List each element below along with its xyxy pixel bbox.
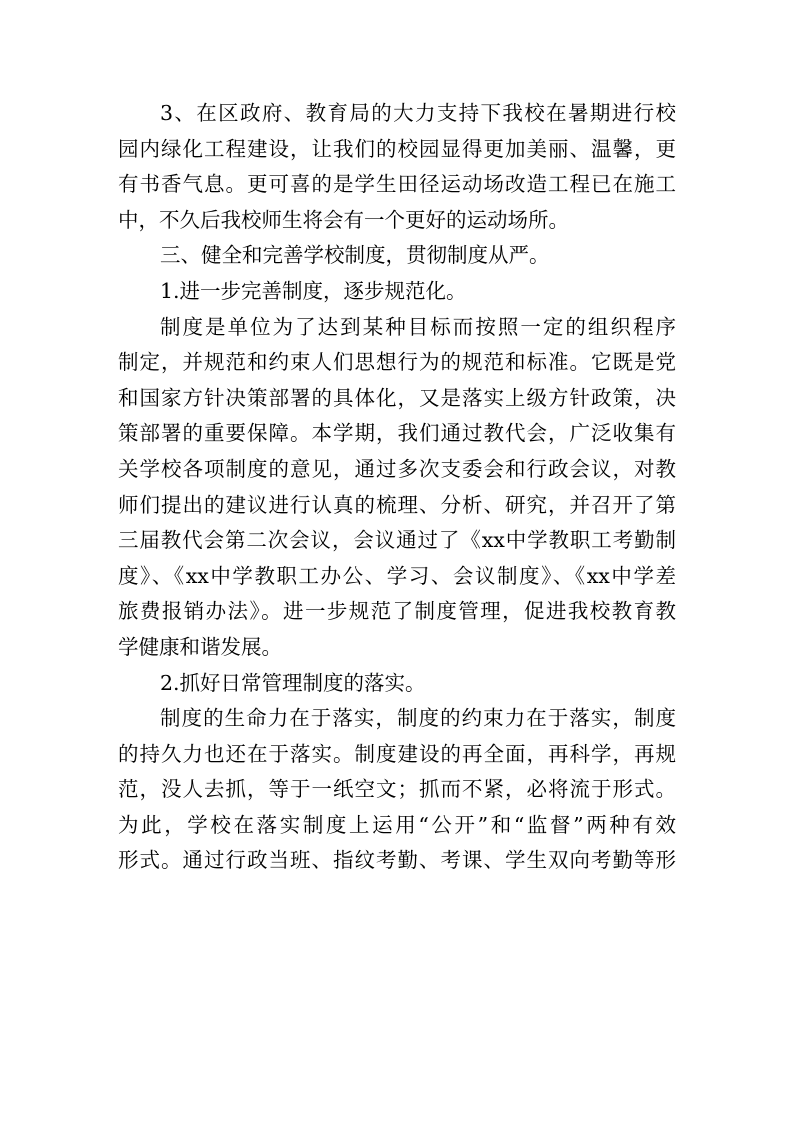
text-line: 为此，学校在落实制度上运用“公开”和“监督”两种有效 (118, 812, 676, 837)
text-line: 形式。通过行政当班、指纹考勤、考课、学生双向考勤等形 (118, 848, 676, 873)
text-line: 旅费报销办法》。进一步规范了制度管理，促进我校教育教 (118, 599, 676, 624)
text-line: 师们提出的建议进行认真的梳理、分析、研究，并召开了第 (118, 492, 676, 517)
text-line: 关学校各项制度的意见，通过多次支委会和行政会议，对教 (118, 456, 676, 481)
text-line: 制度的生命力在于落实，制度的约束力在于落实，制度 (160, 706, 676, 731)
text-line: 三届教代会第二次会议，会议通过了《xx中学教职工考勤制 (118, 528, 676, 553)
text-line: 策部署的重要保障。本学期，我们通过教代会，广泛收集有 (118, 421, 676, 446)
subsection-heading: 2.抓好日常管理制度的落实。 (160, 670, 426, 695)
text-line: 园内绿化工程建设，让我们的校园显得更加美丽、温馨，更 (118, 136, 676, 161)
section-heading: 三、健全和完善学校制度，贯彻制度从严。 (160, 243, 550, 268)
text-line: 度》、《xx中学教职工办公、学习、会议制度》、《xx中学差 (118, 563, 676, 588)
text-line: 学健康和谐发展。 (118, 634, 282, 659)
text-line: 的持久力也还在于落实。制度建设的再全面，再科学，再规 (118, 741, 676, 766)
text-line: 有书香气息。更可喜的是学生田径运动场改造工程已在施工 (118, 172, 676, 197)
text-line: 范，没人去抓，等于一纸空文；抓而不紧，必将流于形式。 (118, 777, 676, 802)
text-line: 制定，并规范和约束人们思想行为的规范和标准。它既是党 (118, 350, 676, 375)
document-body (118, 96, 676, 879)
text-line: 3、在区政府、教育局的大力支持下我校在暑期进行校 (160, 101, 676, 125)
text-line: 中，不久后我校师生将会有一个更好的运动场所。 (118, 207, 569, 232)
text-line: 制度是单位为了达到某种目标而按照一定的组织程序 (160, 314, 676, 339)
text-line: 和国家方针决策部署的具体化，又是落实上级方针政策，决 (118, 385, 676, 410)
subsection-heading: 1.进一步完善制度，逐步规范化。 (160, 278, 467, 303)
